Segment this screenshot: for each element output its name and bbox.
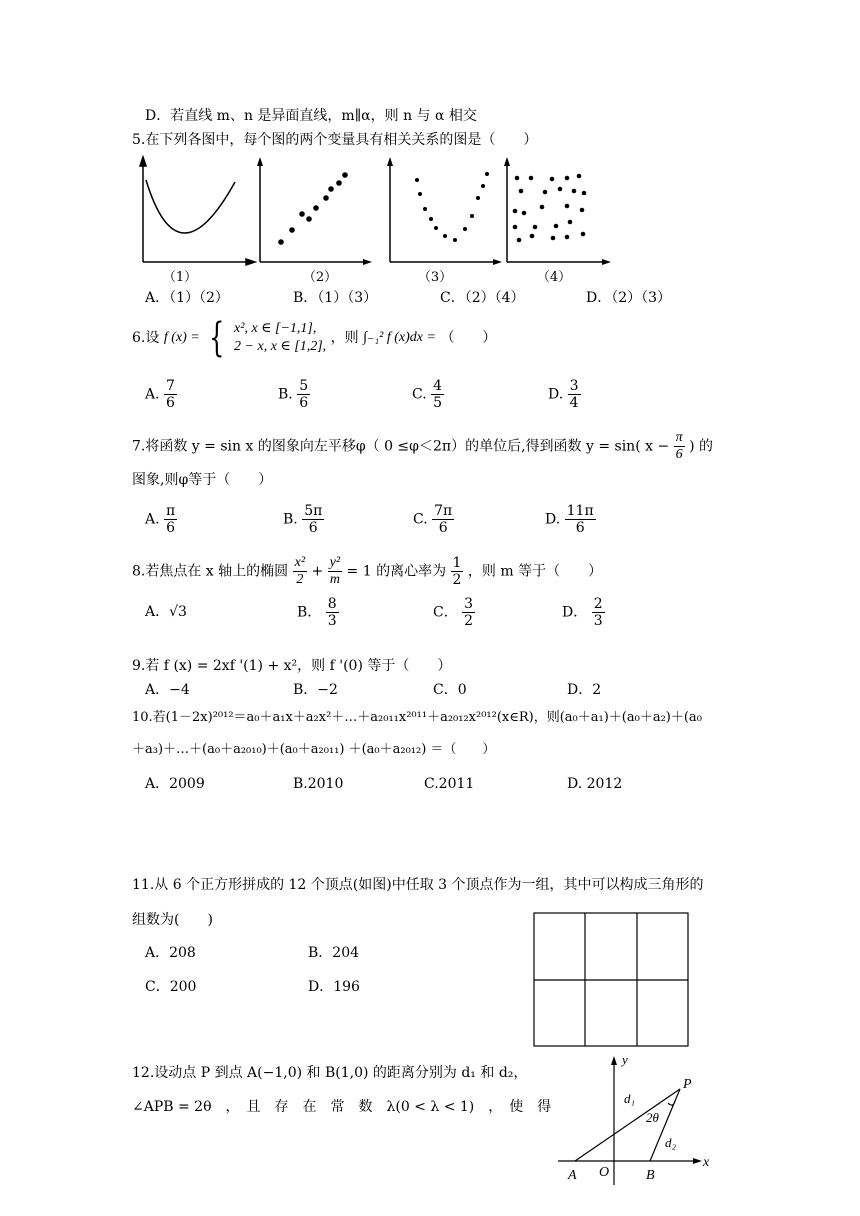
q7-c-den: 6: [438, 520, 448, 536]
q10-stem-line-1: 10.若(1－2x)²⁰¹²＝a₀＋a₁x＋a₂x²＋…＋a₂₀₁₁x²⁰¹¹＋a₂₀₁₂x²⁰¹²(x∈R)，则(a₀＋a₁)＋(a₀＋a₂)＋(a₀: [132, 710, 702, 725]
q6-prefix: 6.设: [132, 330, 160, 346]
q5-stem: 5.在下列各图中，每个图的两个变量具有相关关系的图是（ ）: [132, 132, 538, 148]
q9-option-d: D．2: [567, 682, 602, 698]
q7-b-label: B.: [283, 511, 298, 528]
q8-c-num: 3: [464, 596, 474, 612]
q10-option-b: B.2010: [293, 776, 344, 792]
q8-f3-num: 1: [452, 555, 462, 571]
q5-option-c: C．（2）（4）: [440, 290, 525, 306]
q10-stem-line-2: ＋a₃)＋…＋(a₀＋a₂₀₁₀)＋(a₀＋a₂₀₁₁) ＋(a₀＋a₂₀₁₂) ＝（ ）: [132, 742, 496, 757]
q12-stem-line-1: 12.设动点 P 到点 A(−1,0) 和 B(1,0) 的距离分别为 d₁ 和 d₂，: [132, 1065, 528, 1081]
q9-stem: 9.若 f (x) = 2xf '(1) + x²，则 f '(0) 等于（ ）: [132, 658, 452, 674]
q8-text-a: 8.若焦点在 x 轴上的椭圆: [132, 563, 289, 580]
q7-text-a: 7.将函数 y = sin x 的图象向左平移φ（ 0 ≤φ＜2π）的单位后,得到函数 y = sin( x −: [132, 438, 670, 455]
q6-a-den: 6: [166, 395, 175, 411]
q8-a-label: A．: [145, 604, 170, 620]
q6-a-num: 7: [166, 378, 175, 394]
q7-b-den: 6: [308, 520, 318, 536]
q6-d-num: 3: [569, 378, 579, 394]
q8-d-den: 3: [593, 613, 603, 629]
q11-option-a: A．208: [145, 945, 196, 961]
q10-option-c: C.2011: [424, 776, 475, 792]
q7-stem-line-2: 图象,则φ等于（ ）: [132, 472, 273, 488]
q7-frac-num: π: [675, 430, 683, 445]
q8-b-label: B．: [297, 604, 322, 621]
q5-option-b: B．（1）（3）: [293, 290, 378, 306]
q9-option-b: B．−2: [293, 682, 338, 698]
q12-label-y: y: [622, 1052, 628, 1067]
q5-option-a: A．（1）（2）: [145, 290, 229, 306]
q8-plus: +: [311, 563, 324, 580]
q12-label-p: P: [683, 1077, 692, 1092]
q6-piece-2: 2 − x, x ∈ [1,2],: [234, 339, 327, 354]
q6-integral: ∫₋₁² f (x)dx =: [363, 330, 436, 345]
q6-paren: （ ）: [440, 330, 497, 346]
q8-b-num: 8: [327, 596, 337, 612]
q6-then: ，则: [330, 330, 359, 346]
q7-frac-den: 6: [675, 447, 683, 462]
q6-b-num: 5: [299, 378, 309, 394]
q12-label-angle: 2θ: [646, 1110, 659, 1125]
q7-a-label: A.: [145, 511, 160, 528]
q6-d-den: 4: [569, 395, 579, 411]
q10-option-a: A．2009: [145, 776, 205, 792]
q12-label-x: x: [703, 1155, 710, 1170]
q6-b-label: B.: [278, 386, 293, 403]
q6-b-den: 6: [299, 395, 309, 411]
q8-f2-num: y²: [329, 555, 341, 570]
q8-d-label: D．: [562, 604, 588, 621]
q10-option-d: D. 2012: [567, 776, 623, 792]
q8-c-den: 2: [464, 613, 474, 629]
q8-f1-den: 2: [296, 572, 304, 587]
q7-c-label: C.: [413, 511, 428, 528]
q8-f3-den: 2: [452, 572, 462, 588]
q7-d-num: 11π: [566, 503, 594, 519]
q8-f1-num: x²: [294, 555, 306, 570]
q12-stem-line-2: ∠APB = 2θ ， 且 存 在 常 数 λ(0 < λ < 1) ， 使 得: [132, 1099, 552, 1115]
q8-text-b: = 1 的离心率为: [346, 563, 447, 580]
q8-c-label: C．: [433, 604, 458, 621]
q7-d-label: D.: [545, 511, 561, 528]
q7-text-b: ) 的: [689, 438, 714, 455]
q5-caption-4: （4）: [536, 270, 572, 285]
q12-label-o: O: [599, 1165, 610, 1180]
q12-label-d1: d₁: [624, 1091, 636, 1106]
q7-d-den: 6: [575, 520, 585, 536]
q9-option-c: C．0: [433, 682, 467, 698]
q6-c-num: 4: [433, 378, 443, 394]
q8-text-c: ，则 m 等于（ ）: [467, 563, 603, 580]
q7-a-num: π: [166, 503, 176, 519]
q5-option-d: D．（2）（3）: [586, 290, 672, 306]
q11-option-d: D．196: [308, 979, 360, 995]
q11-stem-line-1: 11.从 6 个正方形拼成的 12 个顶点(如图)中任取 3 个顶点作为一组，其中可以构成三角形的: [132, 877, 704, 893]
q8-d-num: 2: [593, 596, 603, 612]
q11-stem-line-2: 组数为( ): [132, 912, 213, 928]
q6-c-label: C.: [412, 386, 427, 403]
q6-c-den: 5: [433, 395, 443, 411]
q5-caption-1: （1）: [162, 270, 198, 285]
q8-a-text: √3: [169, 604, 187, 620]
q9-option-a: A．−4: [145, 682, 190, 698]
q6-a-label: A.: [145, 386, 160, 403]
q8-f2-den: m: [329, 572, 340, 587]
q11-option-c: C．200: [145, 979, 197, 995]
q4-option-d: D．若直线 m、n 是异面直线，m∥α，则 n 与 α 相交: [145, 108, 477, 124]
q12-label-b: B: [646, 1168, 655, 1183]
q12-label-a: A: [568, 1168, 577, 1183]
q7-a-den: 6: [166, 520, 176, 536]
q6-brace: {: [209, 315, 225, 361]
q8-b-den: 3: [327, 613, 337, 629]
q7-c-num: 7π: [434, 503, 453, 519]
q5-caption-2: （2）: [302, 270, 338, 285]
q7-b-num: 5π: [304, 503, 323, 519]
q11-option-b: B．204: [308, 945, 360, 961]
q6-fx: f (x) =: [163, 330, 200, 345]
q6-d-label: D.: [548, 386, 564, 403]
q5-caption-3: （3）: [417, 270, 453, 285]
q12-label-d2: d₂: [665, 1135, 677, 1150]
q6-piece-1: x², x ∈ [−1,1],: [234, 321, 317, 336]
